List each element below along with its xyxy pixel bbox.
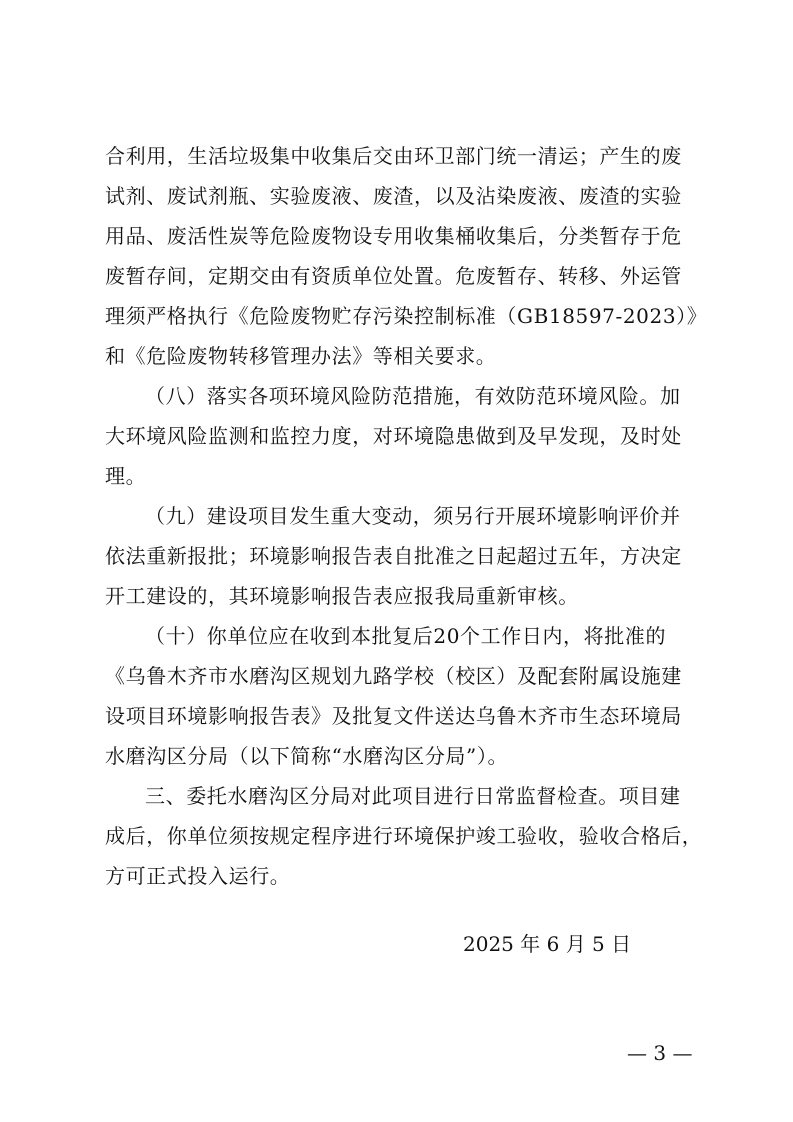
paragraph-line: （八）落实各项环境风险防范措施，有效防范环境风险。加 xyxy=(145,384,681,408)
paragraph-line: 三、委托水磨沟区分局对此项目进行日常监督检查。项目建 xyxy=(145,784,681,808)
paragraph-line: 依法重新报批；环境影响报告表自批准之日起超过五年，方决定 xyxy=(105,544,682,568)
document-date: 2025 年 6 月 5 日 xyxy=(463,932,632,956)
paragraph-line: 大环境风险监测和监控力度，对环境隐患做到及早发现，及时处 xyxy=(105,424,682,448)
paragraph-line: 理须严格执行《危险废物贮存污染控制标准（GB18597-2023）》 xyxy=(105,304,708,328)
paragraph-line: 和《危险废物转移管理办法》等相关要求。 xyxy=(105,344,497,368)
paragraph-line: （九）建设项目发生重大变动，须另行开展环境影响评价并 xyxy=(145,504,681,528)
paragraph-line: 废暂存间，定期交由有资质单位处置。危废暂存、转移、外运管 xyxy=(105,264,682,288)
paragraph-line: 试剂、废试剂瓶、实验废液、废渣，以及沾染废液、废渣的实验 xyxy=(105,184,682,208)
paragraph-line: 设项目环境影响报告表》及批复文件送达乌鲁木齐市生态环境局 xyxy=(105,704,682,728)
paragraph-line: 《乌鲁木齐市水磨沟区规划九路学校（校区）及配套附属设施建 xyxy=(105,664,682,688)
paragraph-line: （十）你单位应在收到本批复后20个工作日内，将批准的 xyxy=(145,624,667,648)
paragraph-line: 水磨沟区分局（以下简称“水磨沟区分局”）。 xyxy=(105,744,509,768)
paragraph-line: 方可正式投入运行。 xyxy=(105,864,291,888)
paragraph-line: 合利用，生活垃圾集中收集后交由环卫部门统一清运；产生的废 xyxy=(105,144,682,168)
paragraph-line: 用品、废活性炭等危险废物设专用收集桶收集后，分类暂存于危 xyxy=(105,224,682,248)
paragraph-line: 成后，你单位须按规定程序进行环境保护竣工验收，验收合格后， xyxy=(105,824,703,848)
paragraph-line: 开工建设的，其环境影响报告表应报我局重新审核。 xyxy=(105,584,579,608)
paragraph-line: 理。 xyxy=(105,464,147,488)
page-number: — 3 — xyxy=(627,1041,693,1065)
